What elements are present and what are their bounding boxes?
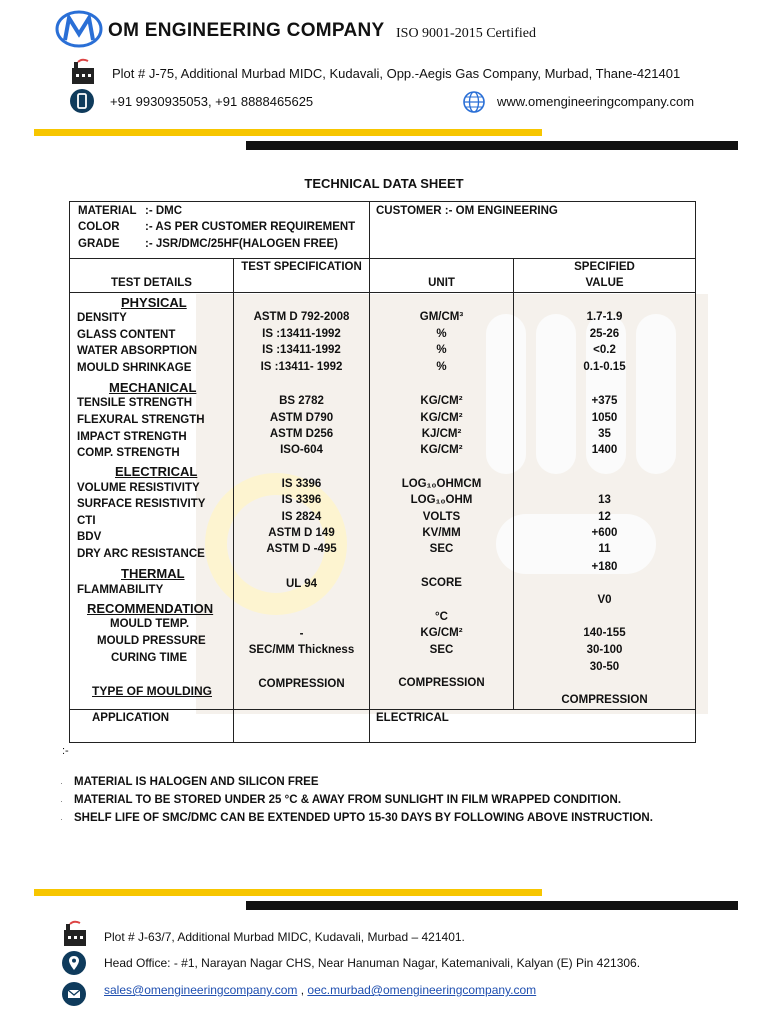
note-item: MATERIAL TO BE STORED UNDER 25 °C & AWAY FROM SUNLIGHT IN FILM WRAPPED CONDITION.: [74, 794, 622, 806]
phone-icon: [70, 89, 94, 113]
note-item: SHELF LIFE OF SMC/DMC CAN BE EXTENDED UPTO 15-30 DAYS BY FOLLOWING ABOVE INSTRUCTION.: [74, 812, 653, 824]
row-name: CURING TIME: [111, 652, 188, 664]
row-value: 13: [598, 494, 611, 506]
row-spec: ASTM D -495: [266, 543, 337, 555]
table-divider: [69, 709, 696, 710]
row-unit: %: [436, 361, 447, 373]
row-value: +375: [591, 395, 618, 407]
row-spec: IS 3396: [281, 494, 322, 506]
header-address: Plot # J-75, Additional Murbad MIDC, Kudavali, Opp.-Aegis Gas Company, Murbad, Thane-421401: [112, 66, 681, 81]
table-divider: [69, 292, 696, 293]
row-unit: KG/CM²: [420, 627, 463, 639]
row-unit: %: [436, 328, 447, 340]
row-value: +600: [591, 527, 618, 539]
row-value: 1.7-1.9: [586, 311, 623, 323]
column-header-value: VALUE: [585, 277, 624, 289]
email-murbad-link[interactable]: oec.murbad@omengineeringcompany.com: [307, 983, 537, 997]
row-unit: GM/CM³: [419, 311, 464, 323]
row-spec: IS 3396: [281, 478, 322, 490]
row-spec: ASTM D 792-2008: [253, 311, 350, 323]
email-icon: [62, 982, 86, 1006]
application-value: ELECTRICAL: [376, 712, 449, 724]
row-spec: IS :13411-1992: [262, 328, 341, 340]
section-physical: PHYSICAL: [121, 295, 187, 310]
application-label: APPLICATION: [92, 712, 170, 724]
table-column-divider: [513, 258, 514, 709]
section-recommendation: RECOMMENDATION: [87, 601, 214, 616]
row-value: +180: [591, 561, 618, 573]
black-divider: [246, 141, 738, 150]
row-unit: KG/CM²: [420, 444, 463, 456]
row-spec: IS :13411-1992: [262, 344, 341, 356]
table-border-bottom: [69, 742, 696, 743]
notes-marker: :-: [62, 745, 69, 757]
row-unit: KG/CM²: [420, 412, 463, 424]
table-border-right: [695, 201, 696, 742]
row-name: MOULD TEMP.: [110, 618, 190, 630]
table-divider: [69, 258, 696, 259]
grade-label: GRADE: [78, 238, 120, 250]
bullet-icon: ·: [60, 814, 63, 824]
row-spec: SEC/MM Thickness: [248, 644, 355, 656]
row-unit: SEC: [429, 543, 454, 555]
company-name: OM ENGINEERING COMPANY: [108, 20, 385, 41]
row-value: 12: [598, 511, 611, 523]
row-name: MOULD PRESSURE: [97, 635, 206, 647]
row-value: 0.1-0.15: [583, 361, 626, 373]
row-name: DENSITY: [77, 312, 127, 324]
column-header-test-spec: TEST SPECIFICATION: [241, 261, 362, 273]
row-name: FLAMMABILITY: [77, 584, 164, 596]
row-spec: ASTM D790: [269, 412, 334, 424]
row-name: TYPE OF MOULDING: [92, 684, 212, 698]
row-name: TENSILE STRENGTH: [77, 397, 193, 409]
row-value: 11: [598, 543, 611, 555]
row-name: WATER ABSORPTION: [77, 345, 198, 357]
column-header-specified: SPECIFIED: [574, 261, 635, 273]
material-label: MATERIAL: [78, 205, 137, 217]
header-website[interactable]: www.omengineeringcompany.com: [497, 94, 695, 109]
row-value: 30-100: [586, 644, 623, 656]
row-spec: UL 94: [285, 578, 318, 590]
row-spec: IS 2824: [281, 511, 322, 523]
row-unit: SCORE: [421, 577, 462, 589]
table-border-top: [69, 201, 696, 202]
factory-icon: [70, 58, 96, 86]
row-unit: LOG₁₀OHMCM: [401, 478, 482, 490]
section-electrical: ELECTRICAL: [115, 464, 198, 479]
row-name: CTI: [77, 515, 96, 527]
color-value: :- AS PER CUSTOMER REQUIREMENT: [145, 221, 356, 233]
row-unit: COMPRESSION: [398, 677, 485, 689]
row-unit: SEC: [429, 644, 454, 656]
row-unit: VOLTS: [422, 511, 461, 523]
row-unit: KV/MM: [422, 527, 461, 539]
yellow-divider: [34, 129, 542, 136]
row-value: 140-155: [583, 627, 626, 639]
column-header-test-details: TEST DETAILS: [111, 277, 192, 289]
row-name: BDV: [77, 531, 102, 543]
footer-plant-address: Plot # J-63/7, Additional Murbad MIDC, Kudavali, Murbad – 421401.: [104, 930, 465, 944]
row-unit: KJ/CM²: [421, 428, 462, 440]
material-value: :- DMC: [145, 205, 183, 217]
row-unit: °C: [435, 611, 448, 623]
row-value: 35: [598, 428, 611, 440]
grade-value: :- JSR/DMC/25HF(HALOGEN FREE): [145, 238, 338, 250]
row-spec: -: [299, 628, 304, 640]
column-header-unit: UNIT: [428, 277, 455, 289]
row-name: FLEXURAL STRENGTH: [77, 414, 205, 426]
globe-icon: [462, 90, 486, 114]
row-spec: ASTM D256: [269, 428, 334, 440]
row-value: V0: [597, 594, 612, 606]
email-sales-link[interactable]: sales@omengineeringcompany.com: [104, 983, 298, 997]
row-name: VOLUME RESISTIVITY: [77, 482, 200, 494]
bullet-icon: ·: [60, 778, 63, 788]
row-value: <0.2: [593, 344, 616, 356]
row-spec: COMPRESSION: [258, 678, 345, 690]
row-name: SURFACE RESISTIVITY: [77, 498, 206, 510]
note-item: MATERIAL IS HALOGEN AND SILICON FREE: [74, 776, 319, 788]
section-mechanical: MECHANICAL: [109, 380, 197, 395]
row-unit: LOG₁₀OHM: [410, 494, 473, 506]
section-thermal: THERMAL: [121, 566, 185, 581]
row-value: 1050: [591, 412, 618, 424]
row-spec: IS :13411- 1992: [260, 361, 343, 373]
row-spec: BS 2782: [279, 395, 324, 407]
yellow-divider: [34, 889, 542, 896]
row-name: IMPACT STRENGTH: [77, 431, 187, 443]
row-value: COMPRESSION: [561, 694, 648, 706]
company-logo: [55, 10, 103, 48]
color-label: COLOR: [78, 221, 120, 233]
row-name: DRY ARC RESISTANCE: [77, 548, 205, 560]
location-pin-icon: [62, 951, 86, 975]
customer-value: CUSTOMER :- OM ENGINEERING: [376, 205, 558, 217]
iso-certification: ISO 9001-2015 Certified: [396, 26, 536, 41]
row-name: MOULD SHRINKAGE: [77, 362, 192, 374]
email-separator: ,: [300, 983, 305, 997]
black-divider: [246, 901, 738, 910]
row-unit: %: [436, 344, 447, 356]
bullet-icon: ·: [60, 796, 63, 806]
row-value: 25-26: [589, 328, 620, 340]
factory-icon: [62, 920, 88, 948]
header-phone: +91 9930935053, +91 8888465625: [110, 94, 314, 109]
row-spec: ASTM D 149: [268, 527, 335, 539]
footer-head-office: Head Office: - #1, Narayan Nagar CHS, Near Hanuman Nagar, Katemanivali, Kalyan (E) Pin 421306.: [104, 956, 641, 970]
row-name: GLASS CONTENT: [77, 329, 176, 341]
row-name: COMP. STRENGTH: [77, 447, 180, 459]
row-value: 1400: [591, 444, 618, 456]
row-spec: ISO-604: [280, 444, 323, 456]
sheet-title: TECHNICAL DATA SHEET: [304, 176, 464, 191]
row-value: 30-50: [589, 661, 620, 673]
row-unit: KG/CM²: [420, 395, 463, 407]
